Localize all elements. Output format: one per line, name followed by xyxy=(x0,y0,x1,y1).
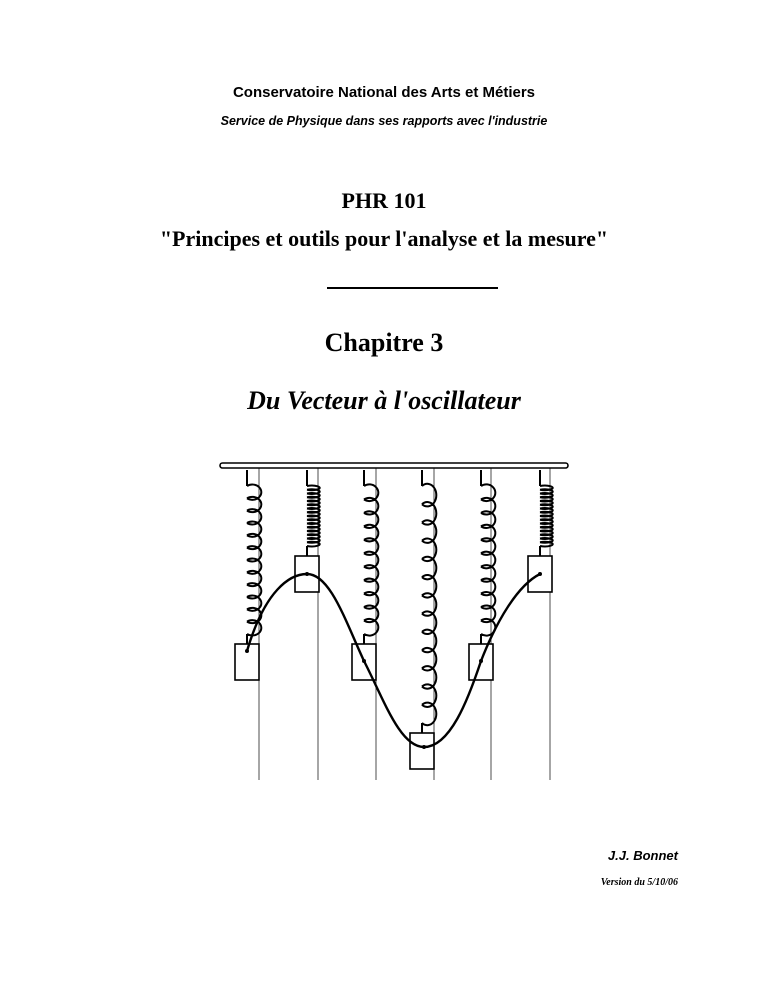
spring-5 xyxy=(481,470,495,644)
course-code: PHR 101 xyxy=(341,188,427,213)
spring-6 xyxy=(540,470,553,556)
version-date: Version du 5/10/06 xyxy=(600,877,678,888)
author-name: J.J. Bonnet xyxy=(607,848,678,863)
springs xyxy=(247,470,553,733)
mass-4 xyxy=(410,733,434,769)
service-name: Service de Physique dans ses rapports avec l'industrie xyxy=(220,114,548,128)
plumb-lines xyxy=(259,468,550,780)
chapter-subtitle: Du Vecteur à l'oscillateur xyxy=(247,386,521,415)
chapter-label: Chapitre 3 xyxy=(324,328,444,357)
support-bar xyxy=(220,463,568,468)
course-title: "Principes et outils pour l'analyse et la mesure" xyxy=(159,226,609,251)
institution-name: Conservatoire National des Arts et Métiers xyxy=(232,84,536,101)
masses xyxy=(235,556,552,769)
